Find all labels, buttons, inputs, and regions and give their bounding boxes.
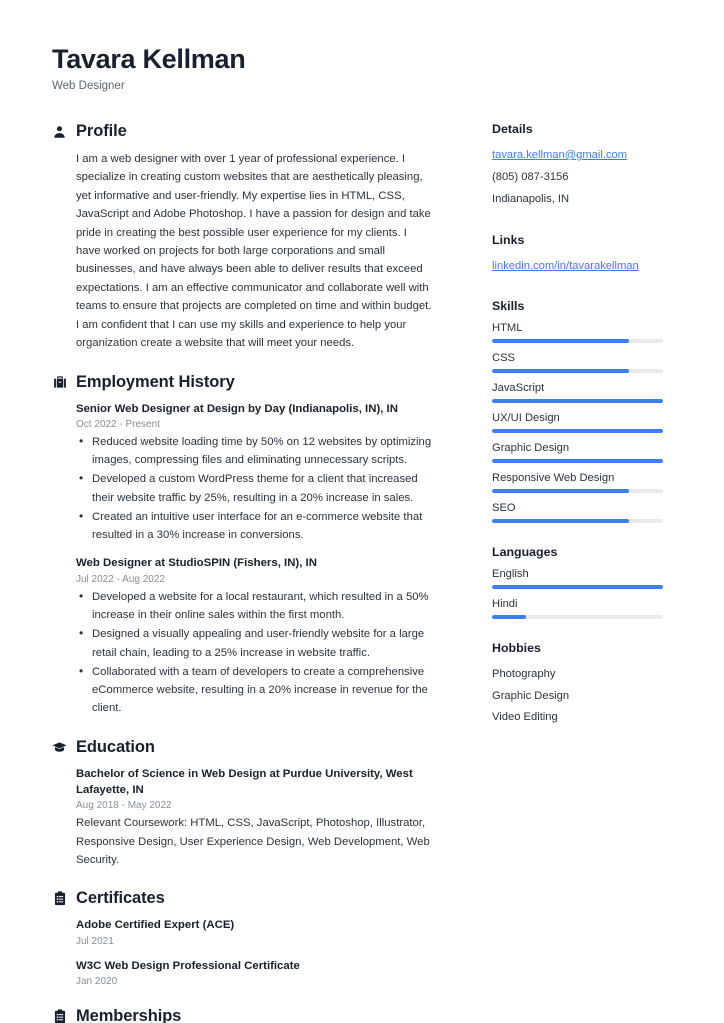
entry-bullet: • Collaborated with a team of developers to create a comprehensive eCommerce website, resulting in a 20% increase in revenue for the client. <box>76 663 434 718</box>
skill-item <box>492 382 692 403</box>
entry-title: Web Designer at StudioSPIN (Fishers, IN), IN <box>76 557 317 570</box>
section-certificates <box>52 889 434 986</box>
languages-list <box>492 568 692 619</box>
skill-item <box>492 322 692 343</box>
section-education <box>52 738 434 870</box>
clipboard-icon <box>52 890 67 907</box>
entry-title: W3C Web Design Professional Certificate <box>76 959 300 972</box>
skill-label: SEO <box>492 502 516 515</box>
links-title: Links <box>492 232 525 247</box>
skill-meter <box>492 429 663 433</box>
details-block <box>492 122 692 211</box>
skill-item <box>492 442 692 463</box>
person-icon <box>52 123 67 140</box>
skill-meter-fill <box>492 339 629 343</box>
entry-date: Jul 2021 <box>76 935 114 947</box>
entry <box>76 401 434 545</box>
entry-title: Adobe Certified Expert (ACE) <box>76 919 235 932</box>
section-content <box>52 150 434 352</box>
skills-title: Skills <box>492 299 525 314</box>
language-meter-fill <box>492 585 663 589</box>
skill-meter-fill <box>492 519 629 523</box>
skill-label: HTML <box>492 322 523 335</box>
language-item <box>492 568 692 589</box>
entry-bullet: • Developed a custom WordPress theme for a client that increased their website traffic by 25%, resulting in a 20% increase in sales. <box>76 470 434 507</box>
section-content <box>52 401 434 718</box>
language-meter <box>492 615 663 619</box>
entry <box>76 766 434 870</box>
location-text: Indianapolis, IN <box>492 192 570 205</box>
section-title: Employment History <box>76 372 235 391</box>
main-sections <box>52 122 434 1023</box>
resume-header <box>0 0 724 92</box>
clipboard-icon <box>52 1008 67 1023</box>
entry-date: Aug 2018 - May 2022 <box>76 800 172 812</box>
skill-item <box>492 412 692 433</box>
skill-meter <box>492 459 663 463</box>
hobby-item: Photography <box>492 668 556 681</box>
skill-meter-fill <box>492 429 663 433</box>
skill-meter <box>492 369 663 373</box>
hobby-item: Video Editing <box>492 711 558 724</box>
skill-meter <box>492 489 663 493</box>
skill-meter <box>492 339 663 343</box>
section-header <box>52 738 434 757</box>
entry-title: Senior Web Designer at Design by Day (Indianapolis, IN), IN <box>76 402 398 415</box>
section-content <box>52 766 434 870</box>
skill-label: UX/UI Design <box>492 412 560 425</box>
section-memberships <box>52 1007 434 1023</box>
skill-item <box>492 502 692 523</box>
section-title: Certificates <box>76 889 165 908</box>
skill-meter <box>492 519 663 523</box>
candidate-job-title: Web Designer <box>52 80 125 93</box>
links-list <box>492 256 692 278</box>
skill-label: JavaScript <box>492 382 545 395</box>
skill-meter-fill <box>492 369 629 373</box>
language-meter-fill <box>492 615 526 619</box>
section-header <box>52 889 434 908</box>
entry-bullet: • Created an intuitive user interface for an e-commerce website that resulted in a 30% increase in conversions. <box>76 508 434 545</box>
entry-date: Jul 2022 - Aug 2022 <box>76 573 165 585</box>
entry <box>76 958 434 987</box>
links-block <box>492 233 692 278</box>
profile-link[interactable]: linkedin.com/in/tavarakellman <box>492 259 639 272</box>
languages-block <box>492 545 692 619</box>
briefcase-icon <box>52 374 67 391</box>
entry <box>76 917 434 946</box>
section-header <box>52 122 434 141</box>
section-content <box>52 917 434 986</box>
details-title: Details <box>492 122 533 137</box>
section-title: Education <box>76 737 155 756</box>
entry-bullet-list <box>76 588 434 718</box>
skill-item <box>492 472 692 493</box>
skill-meter-fill <box>492 489 629 493</box>
skill-meter <box>492 399 663 403</box>
language-item <box>492 598 692 619</box>
profile-paragraph: I am a web designer with over 1 year of professional experience. I specialize in creating custom websites that are aesthetically pleasing, yet informative and user-friendly. My expertise lies in HTML, CSS, JavaScript and Adobe Photoshop. I have a passion for design and take pride in creating the best possible user experience for my clients. I have worked on projects for both large corporations and small businesses, and have always been able to deliver results that exceed expectations. I am an effective communicator and collaborate well with teams to ensure that projects are completed on time and within budget. I am confident that I can use my skills and experience to help your organization create a website that will meet your needs. <box>76 153 432 350</box>
skill-meter-fill <box>492 399 663 403</box>
language-label: English <box>492 568 529 581</box>
main-column <box>52 122 452 1023</box>
language-label: Hindi <box>492 598 518 611</box>
skill-meter-fill <box>492 459 663 463</box>
section-title: Memberships <box>76 1006 182 1023</box>
entry <box>76 555 434 717</box>
hobby-item: Graphic Design <box>492 689 570 702</box>
sidebar-column <box>492 122 692 751</box>
section-title: Profile <box>76 122 127 141</box>
phone-text: (805) 087-3156 <box>492 170 569 183</box>
entry-description: Relevant Coursework: HTML, CSS, JavaScript, Photoshop, Illustrator, Responsive Design, User Experience Design, Web Development, Web Security. <box>76 817 430 866</box>
hobbies-block <box>492 641 692 729</box>
skill-label: CSS <box>492 352 516 365</box>
graduation-cap-icon <box>52 739 67 756</box>
email-link[interactable]: tavara.kellman@gmail.com <box>492 149 628 162</box>
entry-bullet: • Designed a visually appealing and user-friendly website for a large retail chain, leading to a 25% increase in website traffic. <box>76 625 434 662</box>
entry-bullet-list <box>76 433 434 545</box>
skill-label: Responsive Web Design <box>492 472 615 485</box>
entry-bullet: • Developed a website for a local restaurant, which resulted in a 50% increase in their online sales within the first month. <box>76 588 434 625</box>
hobbies-list <box>492 664 692 729</box>
section-employment-history <box>52 373 434 718</box>
languages-title: Languages <box>492 545 558 560</box>
skill-item <box>492 352 692 373</box>
candidate-name: Tavara Kellman <box>52 44 246 74</box>
entry-date: Oct 2022 - Present <box>76 418 160 430</box>
skill-label: Graphic Design <box>492 442 570 455</box>
entry-title: Bachelor of Science in Web Design at Purdue University, West Lafayette, IN <box>76 767 413 796</box>
skills-list <box>492 322 692 523</box>
hobbies-title: Hobbies <box>492 641 541 656</box>
section-header <box>52 373 434 392</box>
entry-bullet: • Reduced website loading time by 50% on 12 websites by optimizing images, compressing files and eliminating unnecessary scripts. <box>76 433 434 470</box>
section-header <box>52 1007 434 1023</box>
resume-body <box>0 122 724 1023</box>
entry-date: Jan 2020 <box>76 975 118 987</box>
language-meter <box>492 585 663 589</box>
skills-block <box>492 299 692 523</box>
section-profile <box>52 122 434 352</box>
